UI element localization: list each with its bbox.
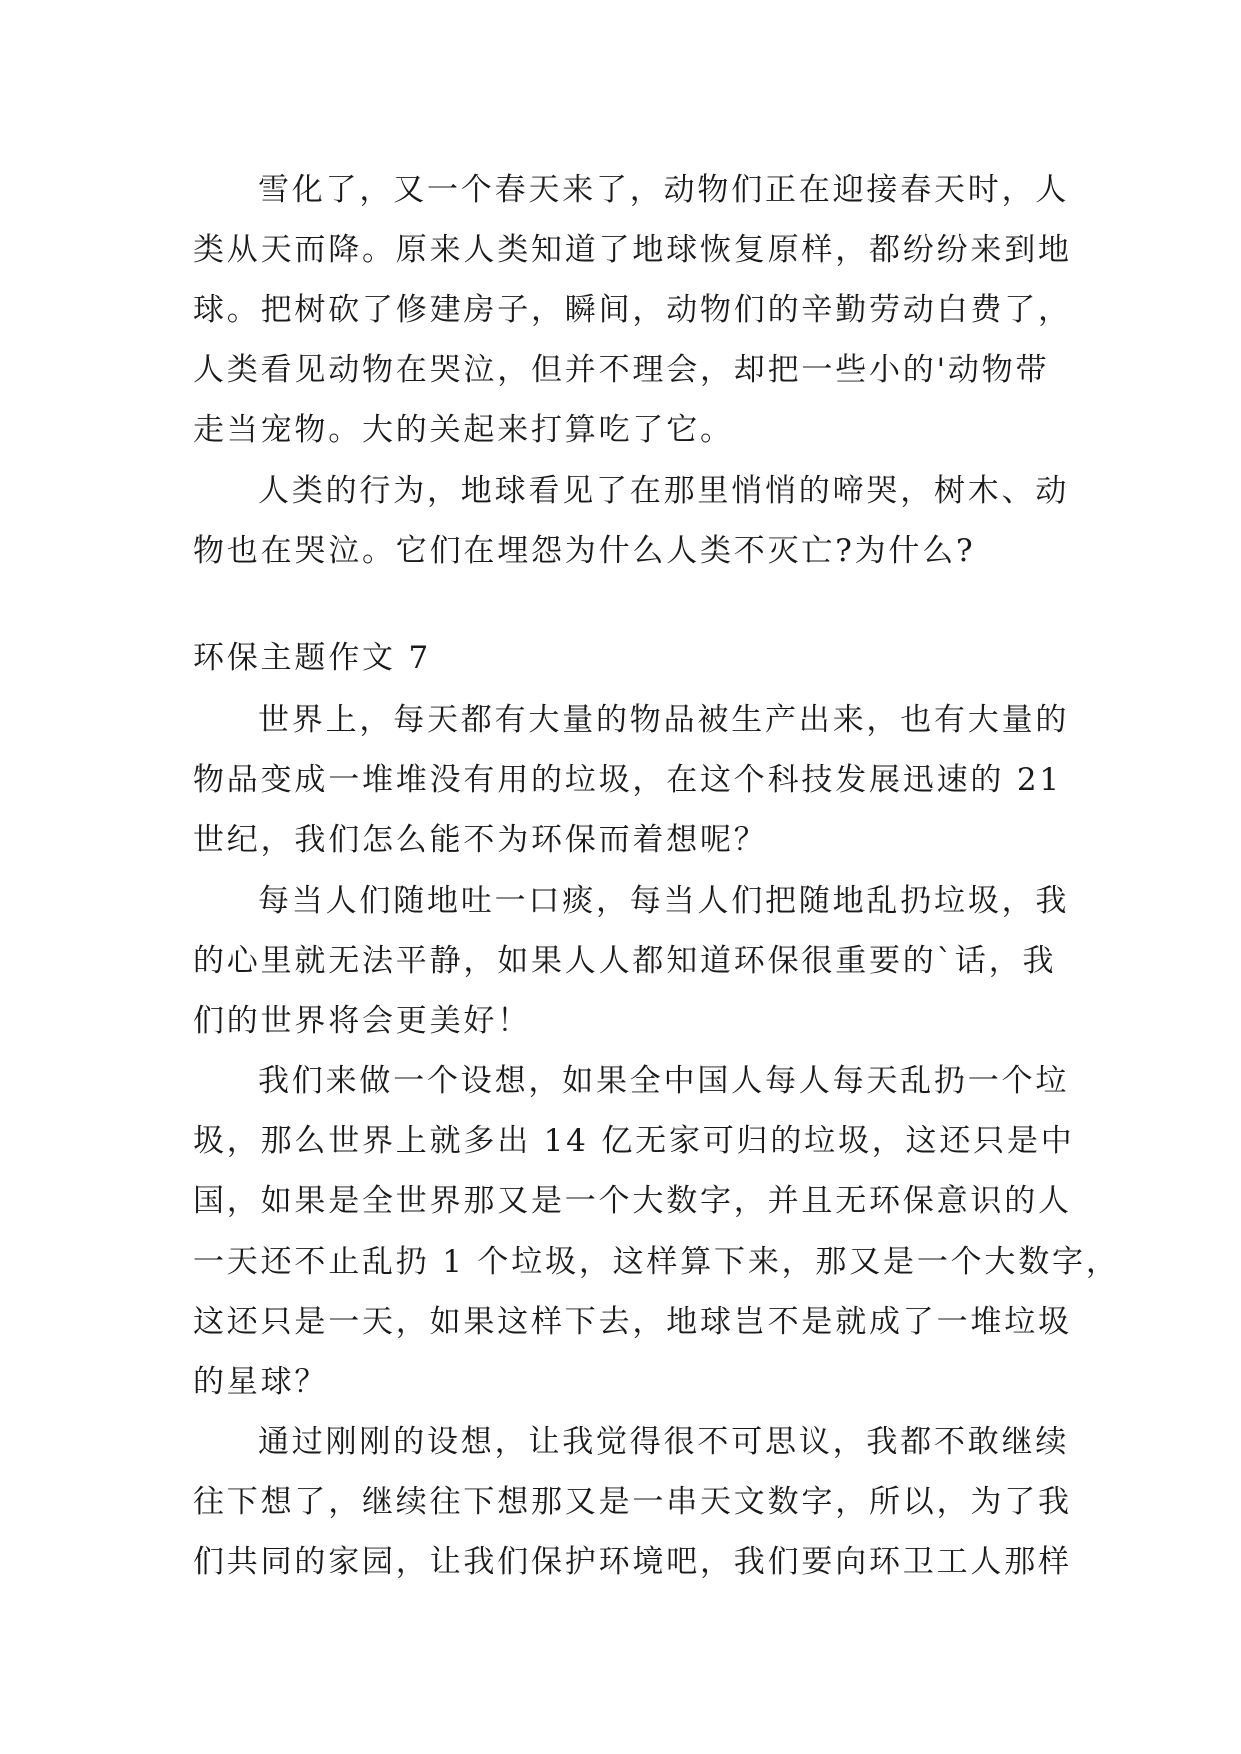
paragraph-line: 世界上，每天都有大量的物品被生产出来，也有大量的 — [258, 702, 1070, 738]
paragraph-line: 雪化了，又一个春天来了，动物们正在迎接春天时，人 — [258, 172, 1070, 208]
paragraph-line: 往下想了，继续往下想那又是一串天文数字，所以，为了我 — [193, 1484, 1072, 1520]
paragraph-line: 走当宠物。大的关起来打算吃了它。 — [193, 412, 734, 448]
paragraph-line: 物也在哭泣。它们在埋怨为什么人类不灭亡?为什么? — [193, 533, 976, 569]
paragraph-line: 人类看见动物在哭泣，但并不理会，却把一些小的'动物带 — [193, 352, 1050, 388]
paragraph-line: 圾，那么世界上就多出 14 亿无家可归的垃圾，这还只是中 — [193, 1123, 1075, 1159]
paragraph-line: 通过刚刚的设想，让我觉得很不可思议，我都不敢继续 — [258, 1424, 1070, 1460]
paragraph-line: 球。把树砍了修建房子，瞬间，动物们的辛勤劳动白费了， — [193, 292, 1072, 328]
paragraph-line: 一天还不止乱扔 1 个垃圾，这样算下来，那又是一个大数字， — [193, 1244, 1120, 1280]
paragraph-line: 每当人们随地吐一口痰，每当人们把随地乱扔垃圾，我 — [258, 883, 1070, 919]
paragraph-line: 人类的行为，地球看见了在那里悄悄的啼哭，树木、动 — [258, 473, 1070, 509]
paragraph-line: 物品变成一堆堆没有用的垃圾，在这个科技发展迅速的 21 — [193, 762, 1062, 798]
paragraph-line: 们的世界将会更美好！ — [193, 1003, 531, 1039]
paragraph-line: 类从天而降。原来人类知道了地球恢复原样，都纷纷来到地 — [193, 232, 1072, 268]
paragraph-line: 们共同的家园，让我们保护环境吧，我们要向环卫工人那样 — [193, 1544, 1072, 1580]
paragraph-line: 的心里就无法平静，如果人人都知道环保很重要的`话，我 — [193, 943, 1057, 979]
paragraph-line: 世纪，我们怎么能不为环保而着想呢？ — [193, 822, 768, 858]
paragraph-line: 这还只是一天，如果这样下去，地球岂不是就成了一堆垃圾 — [193, 1304, 1072, 1340]
section-heading: 环保主题作文 7 — [193, 640, 431, 676]
paragraph-line: 国，如果是全世界那又是一个大数字，并且无环保意识的人 — [193, 1183, 1072, 1219]
paragraph-line: 的星球？ — [193, 1364, 329, 1400]
paragraph-line: 我们来做一个设想，如果全中国人每人每天乱扔一个垃 — [258, 1063, 1070, 1099]
